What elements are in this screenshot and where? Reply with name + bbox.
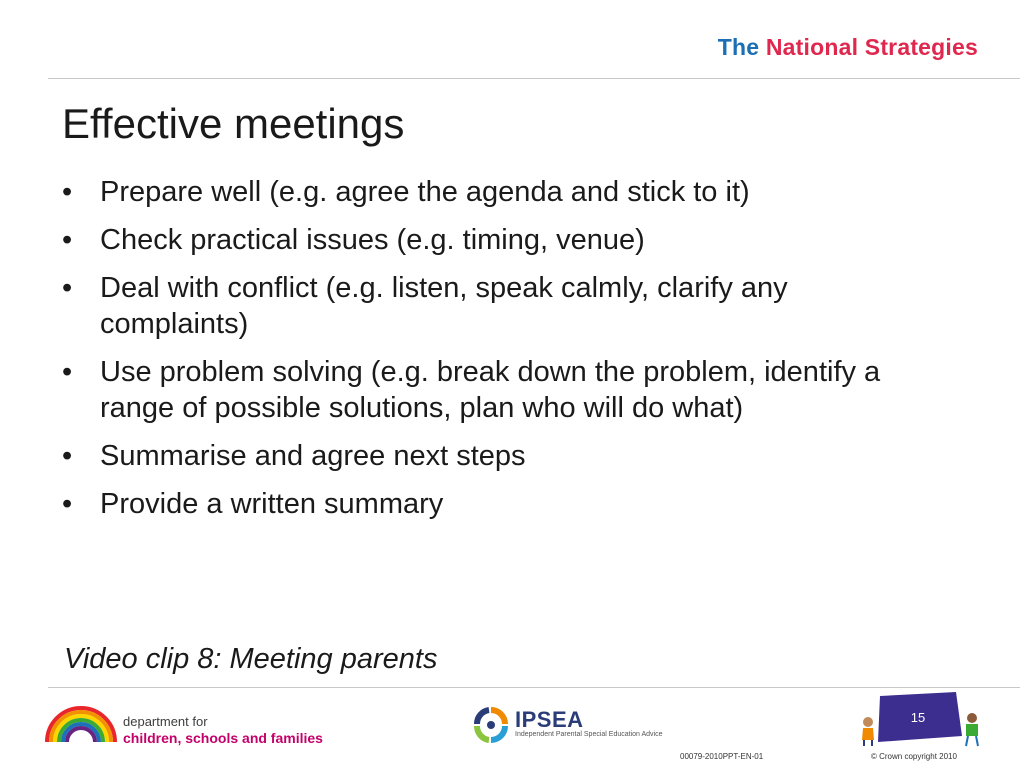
bullet-item	[62, 222, 932, 258]
bullet-text: Summarise and agree next steps	[100, 440, 526, 472]
slide-title: Effective meetings	[62, 100, 405, 147]
video-caption: Video clip 8: Meeting parents	[64, 643, 438, 675]
bullet-glyph: •	[62, 272, 73, 304]
bullet-glyph: •	[62, 488, 73, 520]
bullet-item	[62, 354, 932, 426]
bullet-text: Provide a written summary	[100, 488, 444, 520]
bullet-text: Use problem solving (e.g. break down the problem, identify a range of possible solutions, plan who will do what)	[100, 356, 881, 424]
brand-name: National Strategies	[765, 34, 978, 60]
brand-the: The	[717, 34, 760, 60]
ipsea-name: IPSEA	[515, 707, 584, 732]
bullet-glyph: •	[62, 224, 73, 256]
bullet-item	[62, 438, 932, 474]
bullet-item	[62, 270, 932, 342]
bullet-glyph: •	[62, 176, 73, 208]
document-id: 00079-2010PPT-EN-01	[680, 752, 764, 761]
dcsf-line2: children, schools and families	[123, 730, 323, 746]
bullet-item	[62, 486, 932, 522]
ipsea-logo-icon	[471, 704, 511, 748]
dcsf-line1: department for	[123, 714, 208, 729]
bullet-list	[62, 174, 932, 534]
bullet-text: Check practical issues (e.g. timing, venue)	[100, 224, 645, 256]
bullet-item	[62, 174, 932, 210]
bullet-text: Deal with conflict (e.g. listen, speak calmly, clarify any complaints)	[100, 272, 788, 340]
footer-divider	[48, 687, 1020, 688]
page-number: 15	[910, 710, 926, 725]
national-strategies-brand	[718, 34, 978, 61]
bullet-glyph: •	[62, 356, 73, 388]
copyright: © Crown copyright 2010	[871, 752, 957, 761]
bullet-text: Prepare well (e.g. agree the agenda and stick to it)	[100, 176, 750, 208]
ipsea-tagline: Independent Parental Special Education Advice	[515, 731, 663, 738]
header-divider	[48, 78, 1020, 79]
bullet-glyph: •	[62, 440, 73, 472]
rainbow-logo-icon	[44, 706, 118, 742]
dcsf-wordmark	[123, 714, 323, 746]
